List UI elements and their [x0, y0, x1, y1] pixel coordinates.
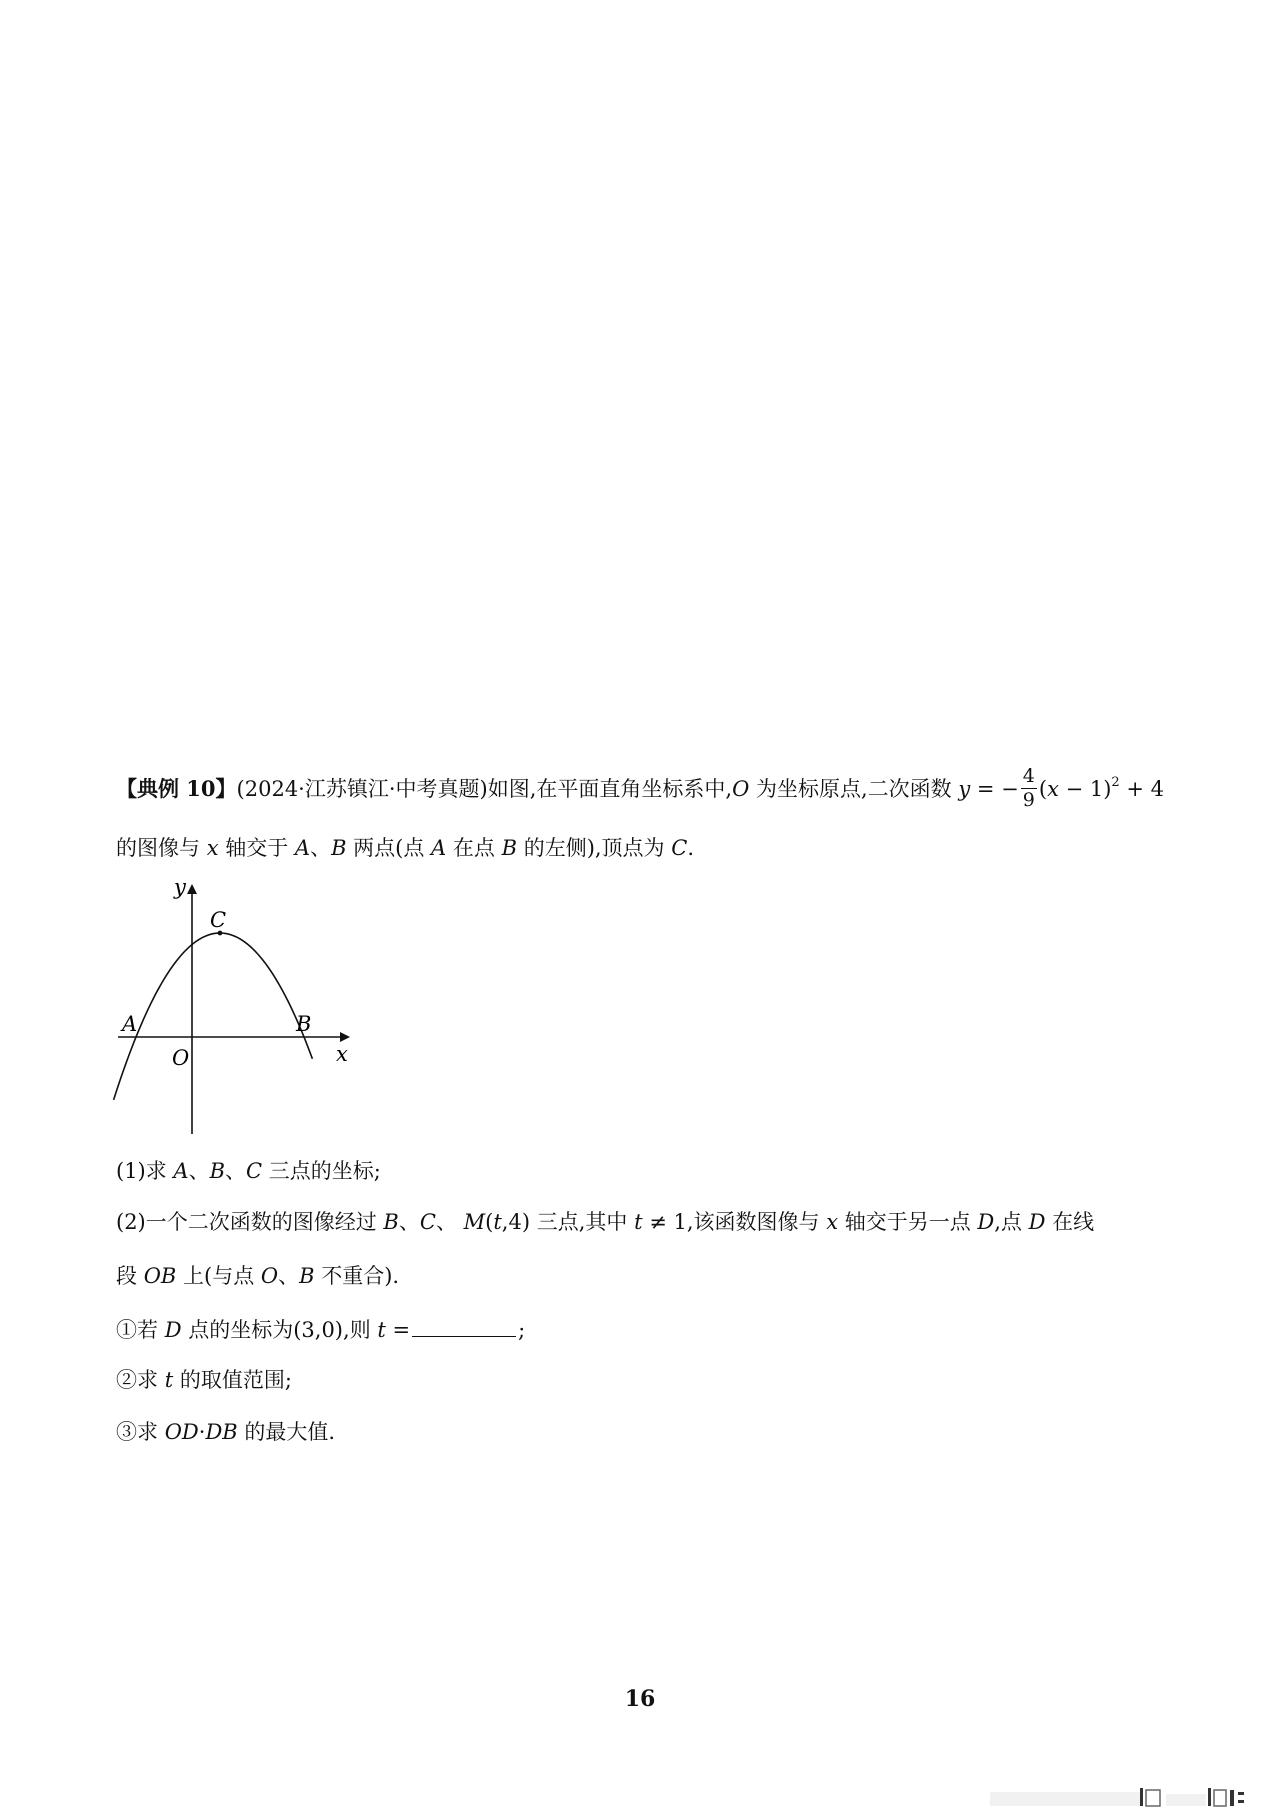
text: . [687, 836, 694, 860]
point-C-label: C [210, 908, 227, 932]
point-A: A [431, 836, 447, 860]
function-exponent: 2 [1111, 774, 1120, 790]
text: 上(与点 [176, 1264, 261, 1288]
segment-OB: OB [143, 1264, 177, 1288]
text: 在线 [1045, 1210, 1095, 1234]
text: 的左侧),顶点为 [517, 836, 672, 860]
origin-label: O [732, 776, 750, 801]
point-B: B [501, 836, 518, 860]
page-number: 16 [624, 1686, 656, 1712]
function-equals: = − [970, 776, 1019, 801]
point-D: D [164, 1318, 182, 1342]
answer-blank [412, 1318, 516, 1337]
var-t: t [634, 1210, 643, 1234]
point-A-label: A [122, 1012, 138, 1036]
example-tag: 【典例 10】 [116, 775, 237, 801]
text: 轴交于另一点 [838, 1210, 978, 1234]
question-2-line-1 [116, 1212, 1094, 1233]
point-D: D [1028, 1210, 1046, 1234]
intro-text-2: 为坐标原点,二次函数 [749, 776, 959, 801]
question-1 [116, 1161, 381, 1182]
text: 点的坐标为 [181, 1318, 294, 1342]
point-D: D [977, 1210, 995, 1234]
text: 、 [398, 1210, 420, 1234]
text: 的最大值. [237, 1420, 336, 1444]
point-A: A [294, 836, 311, 860]
sub-question-3 [116, 1422, 335, 1443]
var-t: t [377, 1318, 386, 1342]
point-A: A [173, 1159, 189, 1183]
text: ,4) [501, 1210, 531, 1234]
x-axis-label: x [336, 1042, 348, 1066]
problem-statement-line-2 [116, 838, 694, 859]
intro-text: 如图,在平面直角坐标系中, [487, 776, 733, 801]
problem-statement-line-1 [116, 765, 1164, 813]
text: 的取值范围; [173, 1368, 292, 1392]
text: 、 [435, 1210, 464, 1234]
segment-OD: OD [164, 1420, 199, 1444]
point-B: B [331, 836, 347, 860]
point-O: O [260, 1264, 279, 1288]
point-B: B [383, 1210, 399, 1234]
origin-label: O [172, 1046, 190, 1070]
text: 不重合). [314, 1264, 400, 1288]
function-paren: ( [1038, 776, 1048, 801]
var-t: t [164, 1368, 174, 1392]
text: ( [485, 1210, 494, 1234]
var-x: x [206, 836, 219, 860]
question-2-line-2 [116, 1266, 399, 1287]
y-axis-label: y [174, 875, 186, 899]
text: · [198, 1420, 206, 1444]
parabola-figure [112, 872, 362, 1142]
text: ②求 [116, 1368, 165, 1392]
text: ; [518, 1318, 526, 1342]
coordinate: (3,0) [293, 1318, 344, 1342]
text: (1)求 [116, 1159, 174, 1183]
text: 、 [278, 1264, 300, 1288]
function-variable: x [1047, 776, 1059, 801]
text: 、 [188, 1159, 210, 1183]
function-inner: − 1) [1058, 776, 1112, 801]
point-C: C [671, 836, 688, 860]
text: (2)一个二次函数的图像经过 [116, 1210, 384, 1234]
function-tail: + 4 [1119, 776, 1164, 801]
point-M: M [463, 1210, 486, 1234]
text: 三点的坐标; [262, 1159, 381, 1183]
var-t: t [493, 1210, 502, 1234]
text: 在点 [446, 836, 502, 860]
text: 两点(点 [346, 836, 432, 860]
text: 、 [310, 836, 332, 860]
fraction-numerator: 4 [1022, 765, 1035, 787]
text: ,点 [994, 1210, 1029, 1234]
point-B: B [209, 1159, 226, 1183]
fraction-denominator: 9 [1022, 788, 1035, 811]
function-lhs: y [958, 776, 971, 801]
text: 、 [225, 1159, 247, 1183]
text: 三点,其中 [530, 1210, 635, 1234]
text: ③求 [116, 1420, 165, 1444]
text: ①若 [116, 1318, 165, 1342]
point-B: B [299, 1264, 315, 1288]
var-x: x [826, 1210, 839, 1234]
sub-question-2 [116, 1370, 292, 1391]
text: 的图像与 [116, 836, 207, 860]
sub-question-1 [116, 1318, 525, 1341]
point-B-label: B [296, 1012, 312, 1036]
point-C: C [419, 1210, 436, 1234]
text: ,则 [343, 1318, 378, 1342]
text: 轴交于 [218, 836, 295, 860]
fraction [1021, 766, 1037, 811]
footer-watermark-marks [990, 1786, 1250, 1808]
segment-DB: DB [205, 1420, 238, 1444]
text: ≠ 1,该函数图像与 [642, 1210, 827, 1234]
text: 段 [116, 1264, 144, 1288]
point-C: C [246, 1159, 263, 1183]
parabola-curve [114, 933, 313, 1100]
problem-source: (2024·江苏镇江·中考真题) [236, 776, 488, 801]
text: = [385, 1318, 411, 1342]
